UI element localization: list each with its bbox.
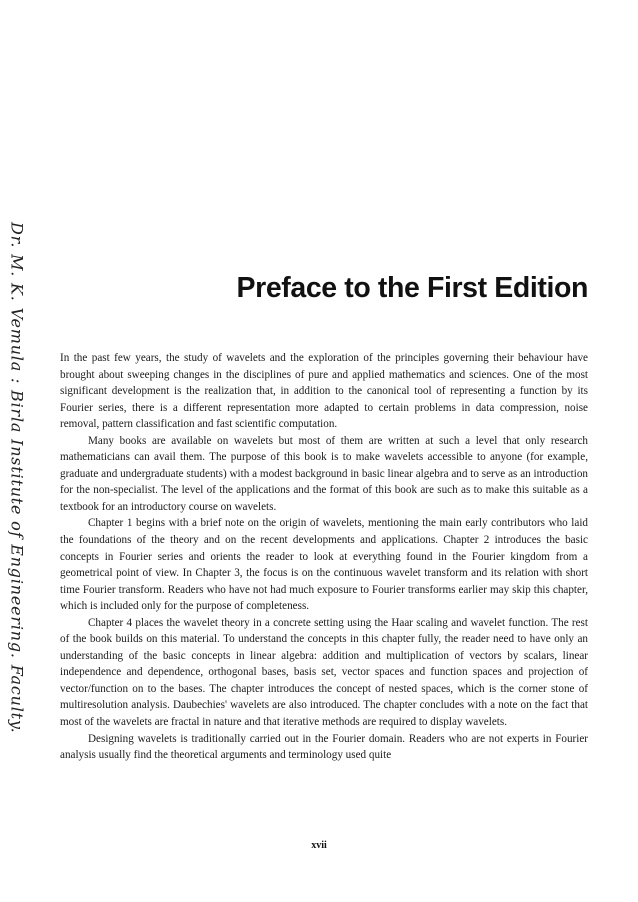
paragraph-1: In the past few years, the study of wavelets and the exploration of the principles governing their behaviour have brought about sweeping changes in the disciplines of pure and applied mathematics and sciences. One of the most significant development is the realization that, in addition to the canonical tool of representing a function by its Fourier series, there is a different representation more adapted to certain problems in data compression, noise removal, pattern classification and fast scientific computation. xyxy=(60,352,588,431)
watermark-text: Dr. M. K. Vemula : Birla Institute of Engineering. Faculty. xyxy=(7,222,27,734)
paragraph-5: Designing wavelets is traditionally carried out in the Fourier domain. Readers who are not experts in Fourier analysis usually find the theoretical arguments and terminology used quite xyxy=(60,732,588,762)
paragraph-2: Many books are available on wavelets but most of them are written at such a level that only research mathematicians can avail them. The purpose of this book is to make wavelets accessible to anyone (for example, graduate and undergraduate students) with a modest background in basic linear algebra and to serve as an introduction for the non-specialist. The level of the applications and the format of this book are such as to make this suitable as a textbook for an introductory course on wavelets. xyxy=(60,434,588,513)
page-number: xvii xyxy=(311,840,327,851)
watermark-signature xyxy=(0,222,34,734)
page-title: Preface to the First Edition xyxy=(236,272,588,304)
preface-body xyxy=(60,350,588,764)
paragraph-3: Chapter 1 begins with a brief note on the origin of wavelets, mentioning the main early contributors who laid the foundations of the theory and on the recent developments and applications. Chapter 2 introduces the basic concepts in Fourier series and orients the reader to look at everything found in the Fourier kingdom from a geometrical point of view. In Chapter 3, the focus is on the continuous wavelet transform and its relation with short time Fourier transform. Readers who have not had much exposure to Fourier transforms earlier may skip this chapter, which is included only for the purpose of completeness. xyxy=(60,517,588,613)
paragraph-4: Chapter 4 places the wavelet theory in a concrete setting using the Haar scaling and wavelet function. The rest of the book builds on this material. To understand the concepts in this chapter fully, the reader need to have only an understanding of the basic concepts in linear algebra: addition and multiplication of vectors by scalars, linear independence and dependence, orthogonal bases, basis set, vector spaces and function spaces and projection of vector/function on to the bases. The chapter introduces the concept of nested spaces, which is the corner stone of multiresolution analysis. Daubechies' wavelets are also introduced. The chapter concludes with a note on the fact that most of the wavelets are fractal in nature and that iterative methods are required to display wavelets. xyxy=(60,616,588,729)
